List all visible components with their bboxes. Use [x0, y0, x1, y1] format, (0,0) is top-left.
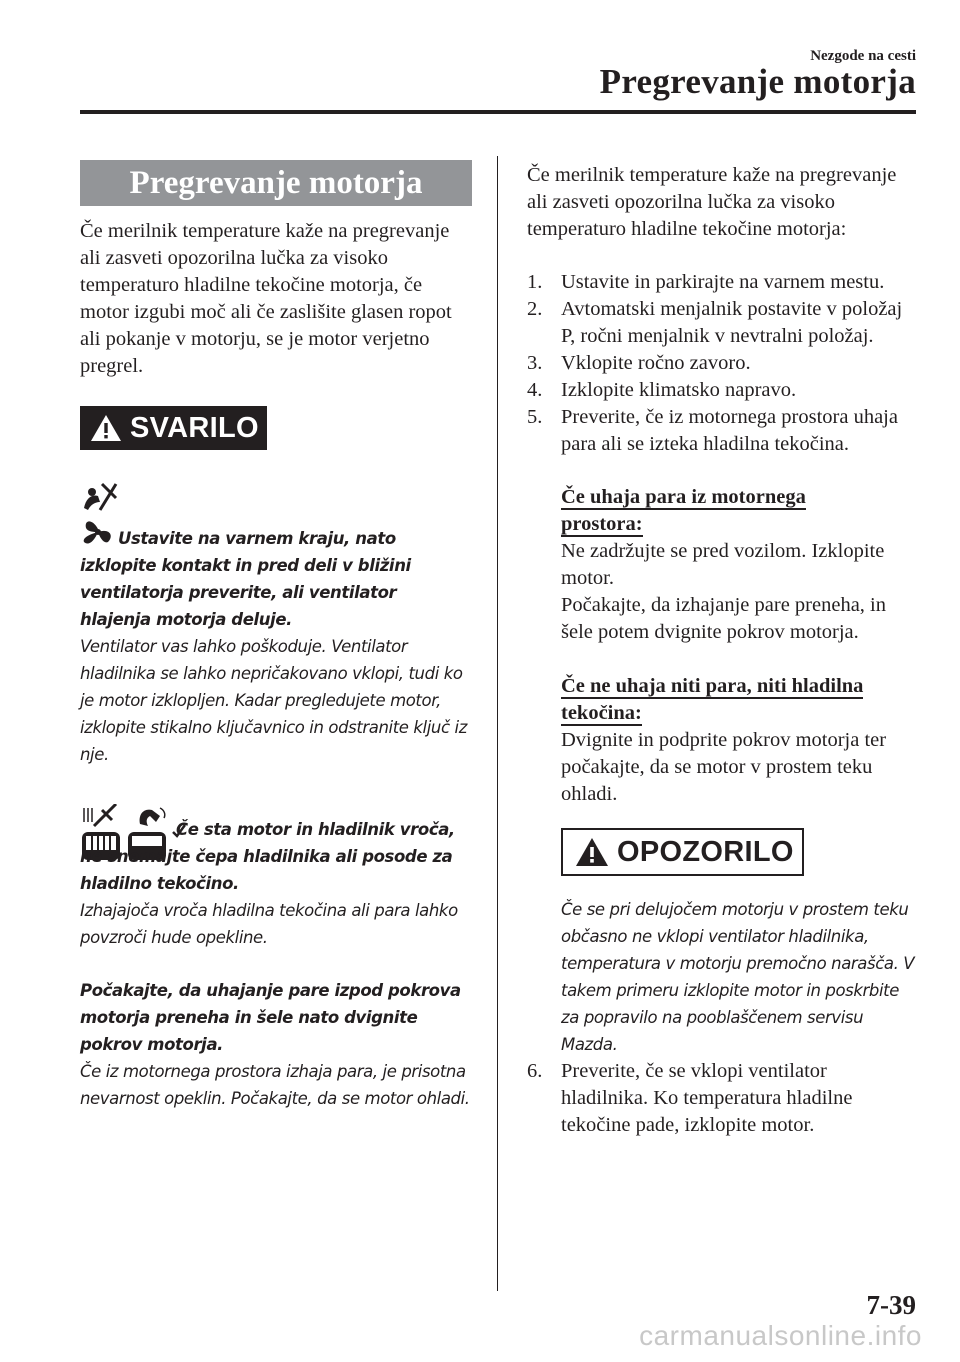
list-item: 3. Vklopite ročno zavoro. — [527, 352, 751, 374]
right-column — [527, 160, 919, 1139]
warning-triangle-icon — [90, 414, 122, 442]
steps-list-continued — [527, 1058, 919, 1139]
warning-2-bold: Če sta motor in hladilnik vroča, ne snemajte čepa hladilnika ali posode za hladilno tekočino. — [80, 820, 455, 893]
caution-text: Če se pri delujočem motorju v prostem teku občasno ne vklopi ventilator hladilnika, temperatura v motorju premočno narašča. V takem primeru izklopite motor in poskrbite za popravilo na pooblaščenem servisu Mazda. — [561, 900, 915, 1054]
steam-paragraph-2: Počakajte, da izhajanje pare preneha, in šele potem dvignite pokrov motorja. — [561, 594, 886, 643]
subheading-no-steam: Če ne uhaja niti para, niti hladilna tekočina: — [561, 675, 864, 724]
warning-3-bold: Počakajte, da uhajanje pare izpod pokrova motorja preneha in šele nato dvignite pokrov motorja. — [80, 981, 461, 1054]
list-item: 6. Preverite, če se vklopi ventilator hladilnika. Ko temperatura hladilne tekočine pade, izklopite motor. — [527, 1060, 853, 1136]
subheading-steam: Če uhaja para iz motornega prostora: — [561, 486, 806, 535]
section-banner: Pregrevanje motorja — [80, 160, 472, 206]
warning-2-text: Izhajajoča vroča hladilna tekočina ali para lahko povzroči hude opekline. — [80, 901, 458, 947]
caution-badge — [561, 828, 804, 876]
list-item: 2. Avtomatski menjalnik postavite v položaj P, ročni menjalnik v nevtralni položaj. — [527, 298, 903, 347]
right-intro-paragraph: Če merilnik temperature kaže na pregrevanje ali zasveti opozorilna lučka za visoko temperaturo hladilne tekočine motorja: — [527, 164, 897, 240]
steam-paragraph-1: Ne zadržujte se pred vozilom. Izklopite motor. — [561, 540, 885, 589]
list-item: 1. Ustavite in parkirajte na varnem mestu. — [527, 271, 885, 293]
warning-3-text: Če iz motornega prostora izhaja para, je prisotna nevarnost opeklin. Počakajte, da se motor ohladi. — [80, 1062, 470, 1108]
left-column — [80, 160, 472, 1112]
caution-label: OPOZORILO — [617, 835, 794, 868]
column-divider — [497, 156, 498, 1291]
warning-badge — [80, 406, 267, 450]
no-steam-paragraph: Dvignite in podprite pokrov motorja ter počakajte, da se motor v prostem teku ohladi. — [561, 729, 887, 805]
header-title: Pregrevanje motorja — [599, 62, 916, 101]
list-item: 5. Preverite, če iz motornega prostora uhaja para ali se izteka hladilna tekočina. — [527, 406, 898, 455]
header-section: Nezgode na cesti — [810, 48, 916, 64]
page-number: 7-39 — [866, 1290, 916, 1320]
list-item: 4. Izklopite klimatsko napravo. — [527, 379, 797, 401]
steps-list — [527, 269, 919, 458]
caution-triangle-icon — [575, 837, 609, 867]
warning-1-text: Ventilator vas lahko poškoduje. Ventilator hladilnika se lahko nepričakovano vklopi, tudi ko je motor izklopljen. Kadar pregledujete motor, izklopite stikalno ključavnico in odstranite ključ iz nje. — [80, 637, 467, 764]
watermark: carmanualsonline.info — [639, 1320, 922, 1351]
header-rule — [80, 110, 916, 114]
intro-paragraph: Če merilnik temperature kaže na pregrevanje ali zasveti opozorilna lučka za visoko temperaturo hladilne tekočine motorja, če motor izgubi moč ali če zaslišite glasen ropot ali pokanje v motorju, se je motor verjetno pregrel. — [80, 220, 452, 377]
no-hands-fan-icon — [80, 478, 118, 514]
warning-1-bold: Ustavite na varnem kraju, nato izklopite kontakt in pred deli v bližini ventilatorja preverite, ali ventilator hlajenja motorja deluje. — [80, 529, 411, 629]
fan-icon — [80, 516, 116, 548]
warning-label: SVARILO — [130, 411, 259, 444]
